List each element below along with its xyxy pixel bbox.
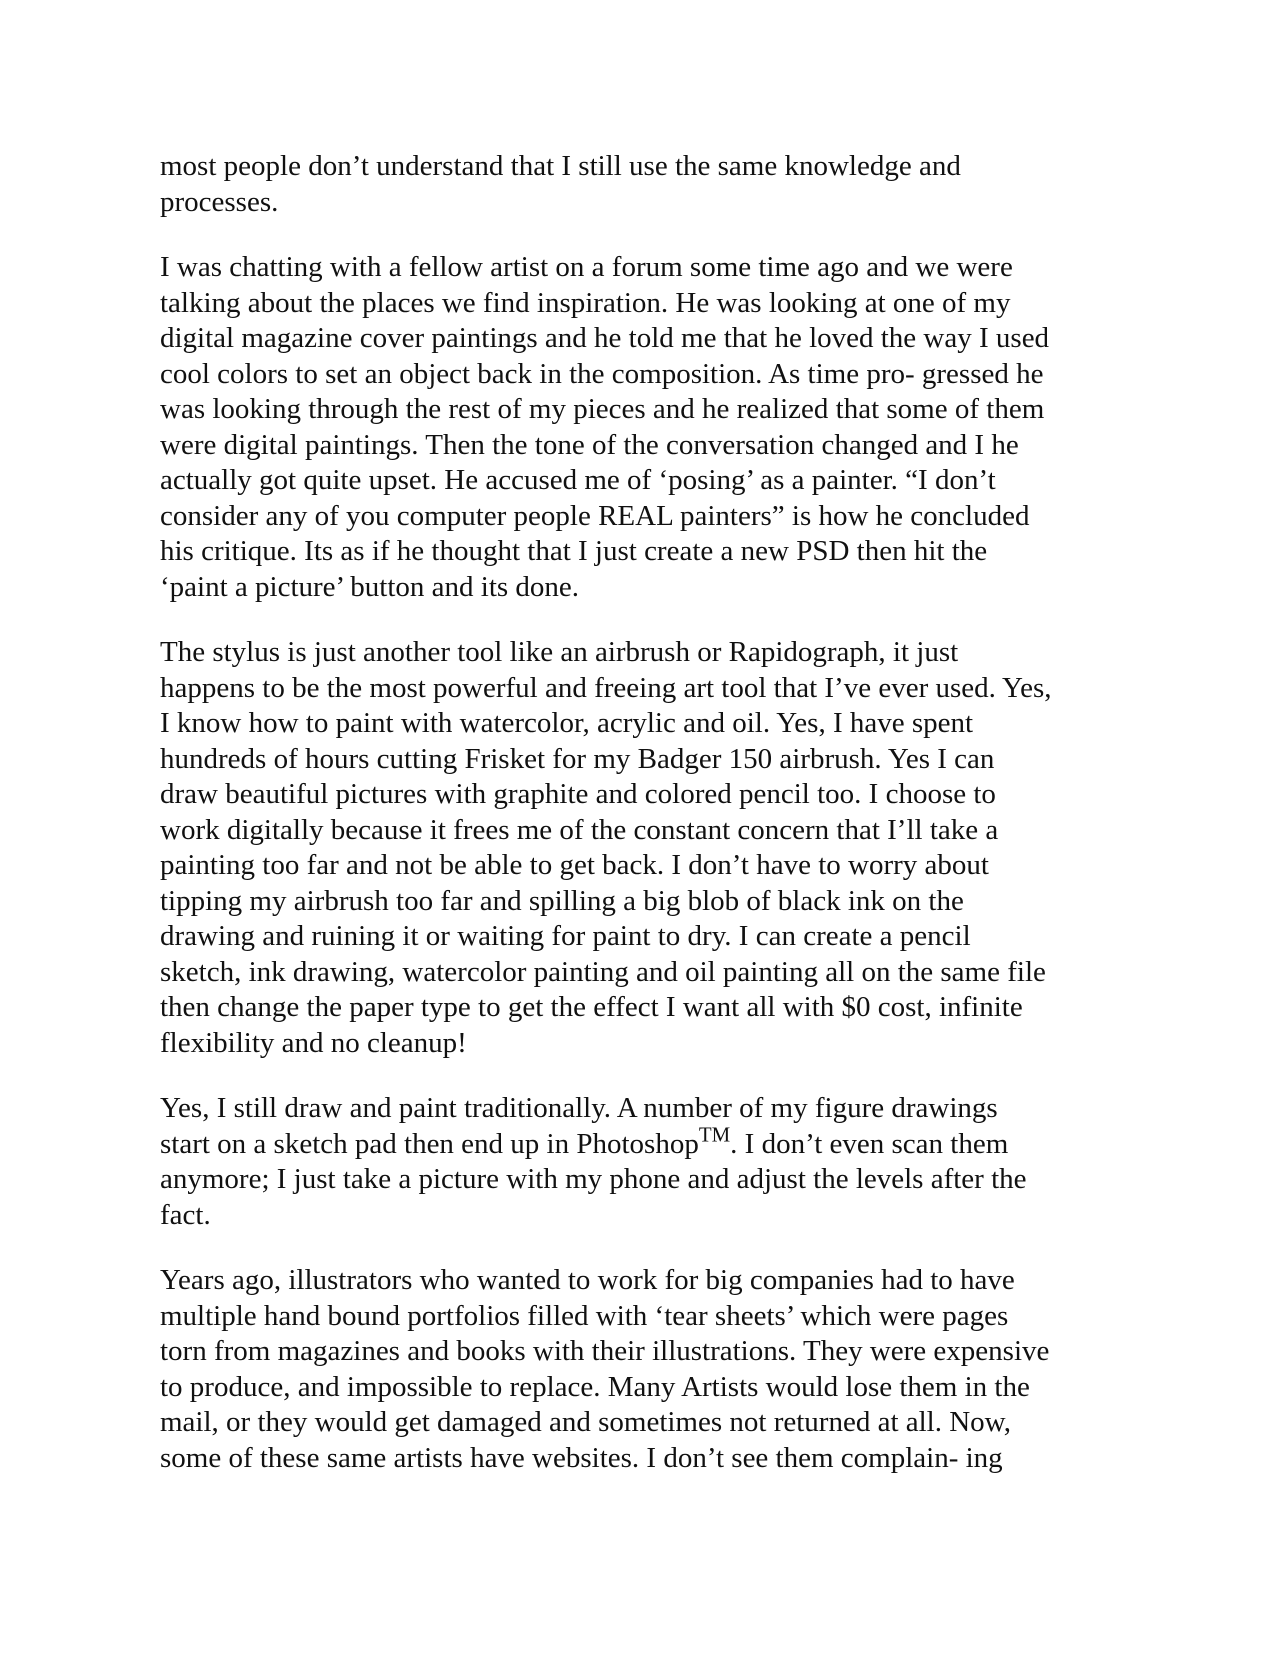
paragraph-5: Years ago, illustrators who wanted to work for big companies had to have multiple hand bound portfolios filled with ‘tear sheets’ which were pages torn from magazines and books with their illustrations. They were expensive to produce, and impossible to replace. Many Artists would lose them in the mail, or they would get damaged and sometimes not returned at all. Now, some of these same artists have websites. I don’t see them complain- ing <box>160 1264 1050 1474</box>
paragraph-4 <box>160 1091 1120 1233</box>
paragraph-4-text-after: . I don’t even scan them anymore; I just take a picture with my phone and adjust the levels after the fact. <box>160 1127 1027 1231</box>
paragraph-1: most people don’t understand that I still use the same knowledge and processes. <box>160 150 961 218</box>
paragraph-2: I was chatting with a fellow artist on a forum some time ago and we were talking about the places we find inspiration. He was looking at one of my digital magazine cover paintings and he told me that he loved the way I used cool colors to set an object back in the composition. As time pro- gressed he was looking through the rest of my pieces and he realized that some of them were digital paintings. Then the tone of the conversation changed and I he actually got quite upset. He accused me of ‘posing’ as a painter. “I don’t consider any of you computer people REAL painters” is how he concluded his critique. Its as if he thought that I just create a new PSD then hit the ‘paint a picture’ button and its done. <box>160 251 1050 603</box>
trademark-superscript: TM <box>698 1122 731 1147</box>
paragraph-4-text-before: Yes, I still draw and paint traditionally. A number of my figure drawings start on a sketch pad then end up in Photoshop <box>160 1092 998 1160</box>
paragraph-3: The stylus is just another tool like an airbrush or Rapidograph, it just happens to be the most powerful and freeing art tool that I’ve ever used. Yes, I know how to paint with watercolor, acrylic and oil. Yes, I have spent hundreds of hours cutting Frisket for my Badger 150 airbrush. Yes I can draw beautiful pictures with graphite and colored pencil too. I choose to work digitally because it frees me of the constant concern that I’ll take a painting too far and not be able to get back. I don’t have to worry about tipping my airbrush too far and spilling a big blob of black ink on the drawing and ruining it or waiting for paint to dry. I can create a pencil sketch, ink drawing, watercolor painting and oil painting all on the same file then change the paper type to get the effect I want all with $0 cost, infinite flexibility and no cleanup! <box>160 636 1052 1059</box>
body-text <box>160 149 1120 1506</box>
